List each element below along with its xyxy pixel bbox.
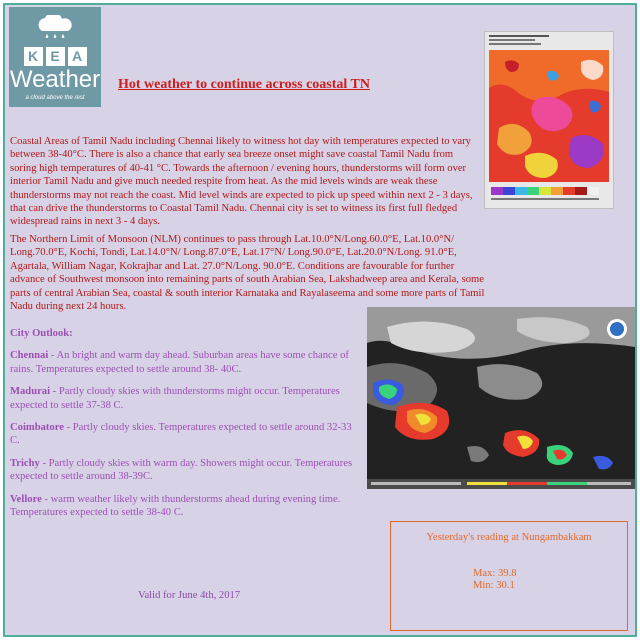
city-name: Vellore xyxy=(10,493,42,505)
city-outlook-item xyxy=(10,457,362,484)
min-temperature: Min: 30.1 xyxy=(473,580,515,591)
city-forecast: - warm weather likely with thunderstorms ahead during evening time. Temperatures expected to settle 38-40 C. xyxy=(10,493,341,519)
headline: Hot weather to continue across coastal TN xyxy=(118,77,370,92)
city-outlook-item xyxy=(10,421,362,448)
validity-date: Valid for June 4th, 2017 xyxy=(138,590,241,601)
logo-tagline: a cloud above the rest xyxy=(25,95,85,101)
reading-caption: Yesterday's reading at Nungambakkam xyxy=(426,532,592,543)
city-name: Chennai xyxy=(10,350,49,362)
logo-letter: A xyxy=(68,47,87,66)
city-name: Madurai xyxy=(10,386,51,398)
page-frame xyxy=(3,3,637,637)
city-forecast: - Partly cloudy skies with warm day. Showers might occur. Temperatures expected to settle around 38-39C. xyxy=(10,457,353,483)
logo-letters xyxy=(19,47,91,67)
city-outlook-item xyxy=(10,493,362,520)
city-outlook-heading: City Outlook: xyxy=(10,328,73,339)
city-forecast: - Partly cloudy skies. Temperatures expected to settle around 32-33 C. xyxy=(10,422,352,447)
kea-weather-logo xyxy=(9,7,101,107)
monsoon-paragraph: The Northern Limit of Monsoon (NLM) continues to pass through Lat.10.0°N/Long.60.0°E, Lat.10.0°N/ Long.70.0°E, Kochi, Tondi, Lat.14.0°N/ Long.87.0°E, Lat.17°N/ Long.90.0°E, Lat.20.0°N/Long. 91.0°E, Agartala, William Nagar, Kokrajhar and Lat. 27.0°N/Long. 90.0°E. Conditions are favourable for further advance of Southwest monsoon into remaining parts of south Arabian Sea, Lakshadweep area and Kerala, some parts of central Arabian Sea, coastal & south interior Karnataka and Rayalaseema and some more parts of Tamil Nadu during next 24 hours. xyxy=(10,234,485,313)
logo-letter: K xyxy=(24,47,43,66)
city-forecast: - Partly cloudy skies with thunderstorms might occur. Temperatures expected to settle 37-38 C. xyxy=(10,386,340,411)
city-outlook-item xyxy=(10,385,362,412)
city-name: Coimbatore xyxy=(10,422,64,434)
logo-word: Weather xyxy=(9,66,101,93)
city-forecast: - An bright and warm day ahead. Suburban areas have some chance of rains. Temperatures expected to settle around 38- 40C. xyxy=(10,350,349,375)
satellite-image-infrared xyxy=(367,307,635,489)
satellite-image-insat xyxy=(484,31,614,209)
city-outlook-item xyxy=(10,349,362,376)
cloud-rain-icon xyxy=(33,15,77,41)
temperature-reading-box xyxy=(390,521,628,631)
forecast-paragraph: Coastal Areas of Tamil Nadu including Chennai likely to witness hot day with temperatures expected to vary between 38-40°C. There is also a chance that early sea breeze onset might save coastal Tamil Nadu from soring high temperatures of 40-41 °C. Towards the afternoon / evening hours, thunderstorms will form over interior Tamil Nadu and give much needed respite from heat. As the mid levels winds are weak these thunderstorms may not reach the coast. Mid level winds are expected to pick up speed within next 2 - 3 days, that can drive the thunderstorms to Coastal Tamil Nadu. Chennai city is set to witness its first full fledged widespread rains in next 3 - 4 days. xyxy=(10,136,473,228)
max-temperature: Max: 39.8 xyxy=(473,568,517,579)
city-name: Trichy xyxy=(10,457,40,469)
logo-letter: E xyxy=(46,47,65,66)
city-outlook xyxy=(10,327,362,528)
